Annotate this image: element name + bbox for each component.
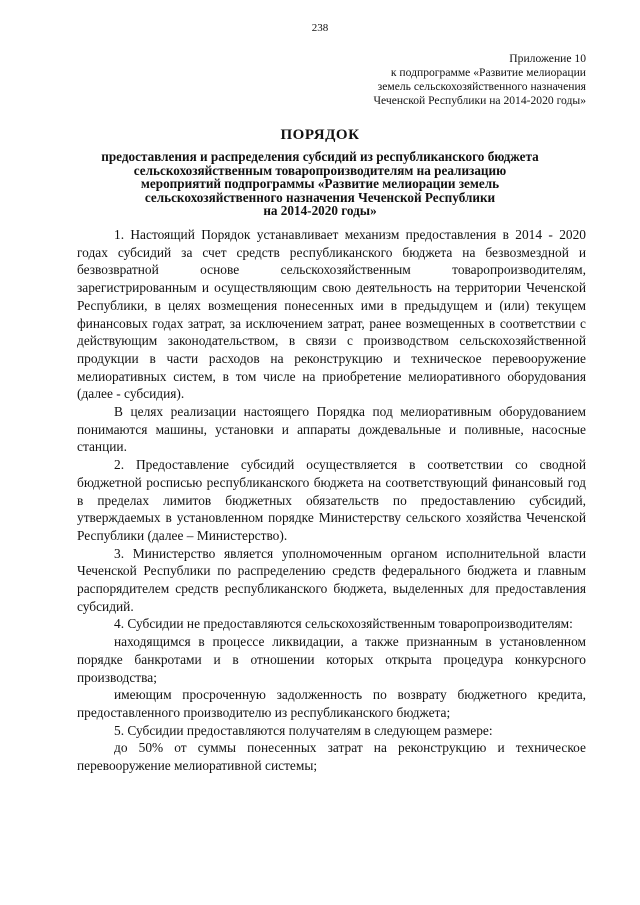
subtitle-line: мероприятий подпрограммы «Развитие мелиорации земель bbox=[140, 176, 500, 191]
subtitle-line: предоставления и распределения субсидий из республиканского бюджета bbox=[101, 149, 539, 164]
paragraph-1: 1. Настоящий Порядок устанавливает механизм предоставления в 2014 - 2020 годах субсидий за счет средств республиканского бюджета на безвозмездной и безвозвратной основе сельскохозяйственным товаропроизводителям, зарегистрированным и осуществляющим свою деятельность на территории Чеченской Республики, в целях возмещения понесенных ими в предыдущем и (или) текущем финансовых годах затрат, за исключением затрат, ранее возмещенных в соответствии с действующим законодательством, в связи с производством сельскохозяйственной продукции в части расходов на реконструкцию и техническое перевооружение мелиоративных систем, в том числе на приобретение мелиоративного оборудования (далее - субсидия). bbox=[77, 227, 586, 402]
paragraph-7: имеющим просроченную задолженность по возврату бюджетного кредита, предоставленного производителю из республиканского бюджета; bbox=[77, 687, 586, 720]
appendix-line: Чеченской Республики на 2014-2020 годы» bbox=[373, 94, 586, 107]
subtitle-line: на 2014-2020 годы» bbox=[263, 203, 377, 218]
paragraph-3: 2. Предоставление субсидий осуществляется в соответствии со сводной бюджетной росписью республиканского бюджета на соответствующий финансовый год в пределах лимитов бюджетных обязательств по предоставлению субсидий, утверждаемых в установленном порядке Министерству сельского хозяйства Чеченской Республики (далее – Министерство). bbox=[77, 457, 586, 543]
subtitle-line: сельскохозяйственного назначения Чеченской Республики bbox=[144, 189, 496, 205]
paragraph-9: до 50% от суммы понесенных затрат на реконструкцию и техническое перевооружение мелиоративной системы; bbox=[77, 740, 586, 774]
paragraph-5: 4. Субсидии не предоставляются сельскохозяйственным товаропроизводителям: bbox=[114, 616, 573, 632]
appendix-header bbox=[286, 52, 586, 108]
paragraph-4: 3. Министерство является уполномоченным органом исполнительной власти Чеченской Республики по распределению средств федерального бюджета и главным распорядителем средств республиканского бюджета, выделенных для предоставления субсидий. bbox=[77, 545, 586, 614]
appendix-line: земель сельскохозяйственного назначения bbox=[377, 80, 586, 93]
document-subtitle bbox=[96, 150, 544, 218]
subtitle-line: сельскохозяйственным товаропроизводителям на реализацию bbox=[133, 162, 507, 178]
page-number: 238 bbox=[311, 22, 329, 34]
paragraph-8: 5. Субсидии предоставляются получателям в следующем размере: bbox=[114, 722, 493, 738]
paragraph-6: находящимся в процессе ликвидации, а также признанным в установленном порядке банкротами и в отношении которых открыта процедура конкурсного производства; bbox=[77, 634, 586, 685]
document-title: ПОРЯДОК bbox=[280, 127, 360, 143]
appendix-line: к подпрограмме «Развитие мелиорации bbox=[390, 66, 586, 79]
document-body bbox=[77, 226, 586, 775]
appendix-line: Приложение 10 bbox=[509, 52, 586, 65]
paragraph-2: В целях реализации настоящего Порядка под мелиоративным оборудованием понимаются машины, установки и аппараты дождевальные и поливные, насосные станции. bbox=[77, 404, 586, 455]
